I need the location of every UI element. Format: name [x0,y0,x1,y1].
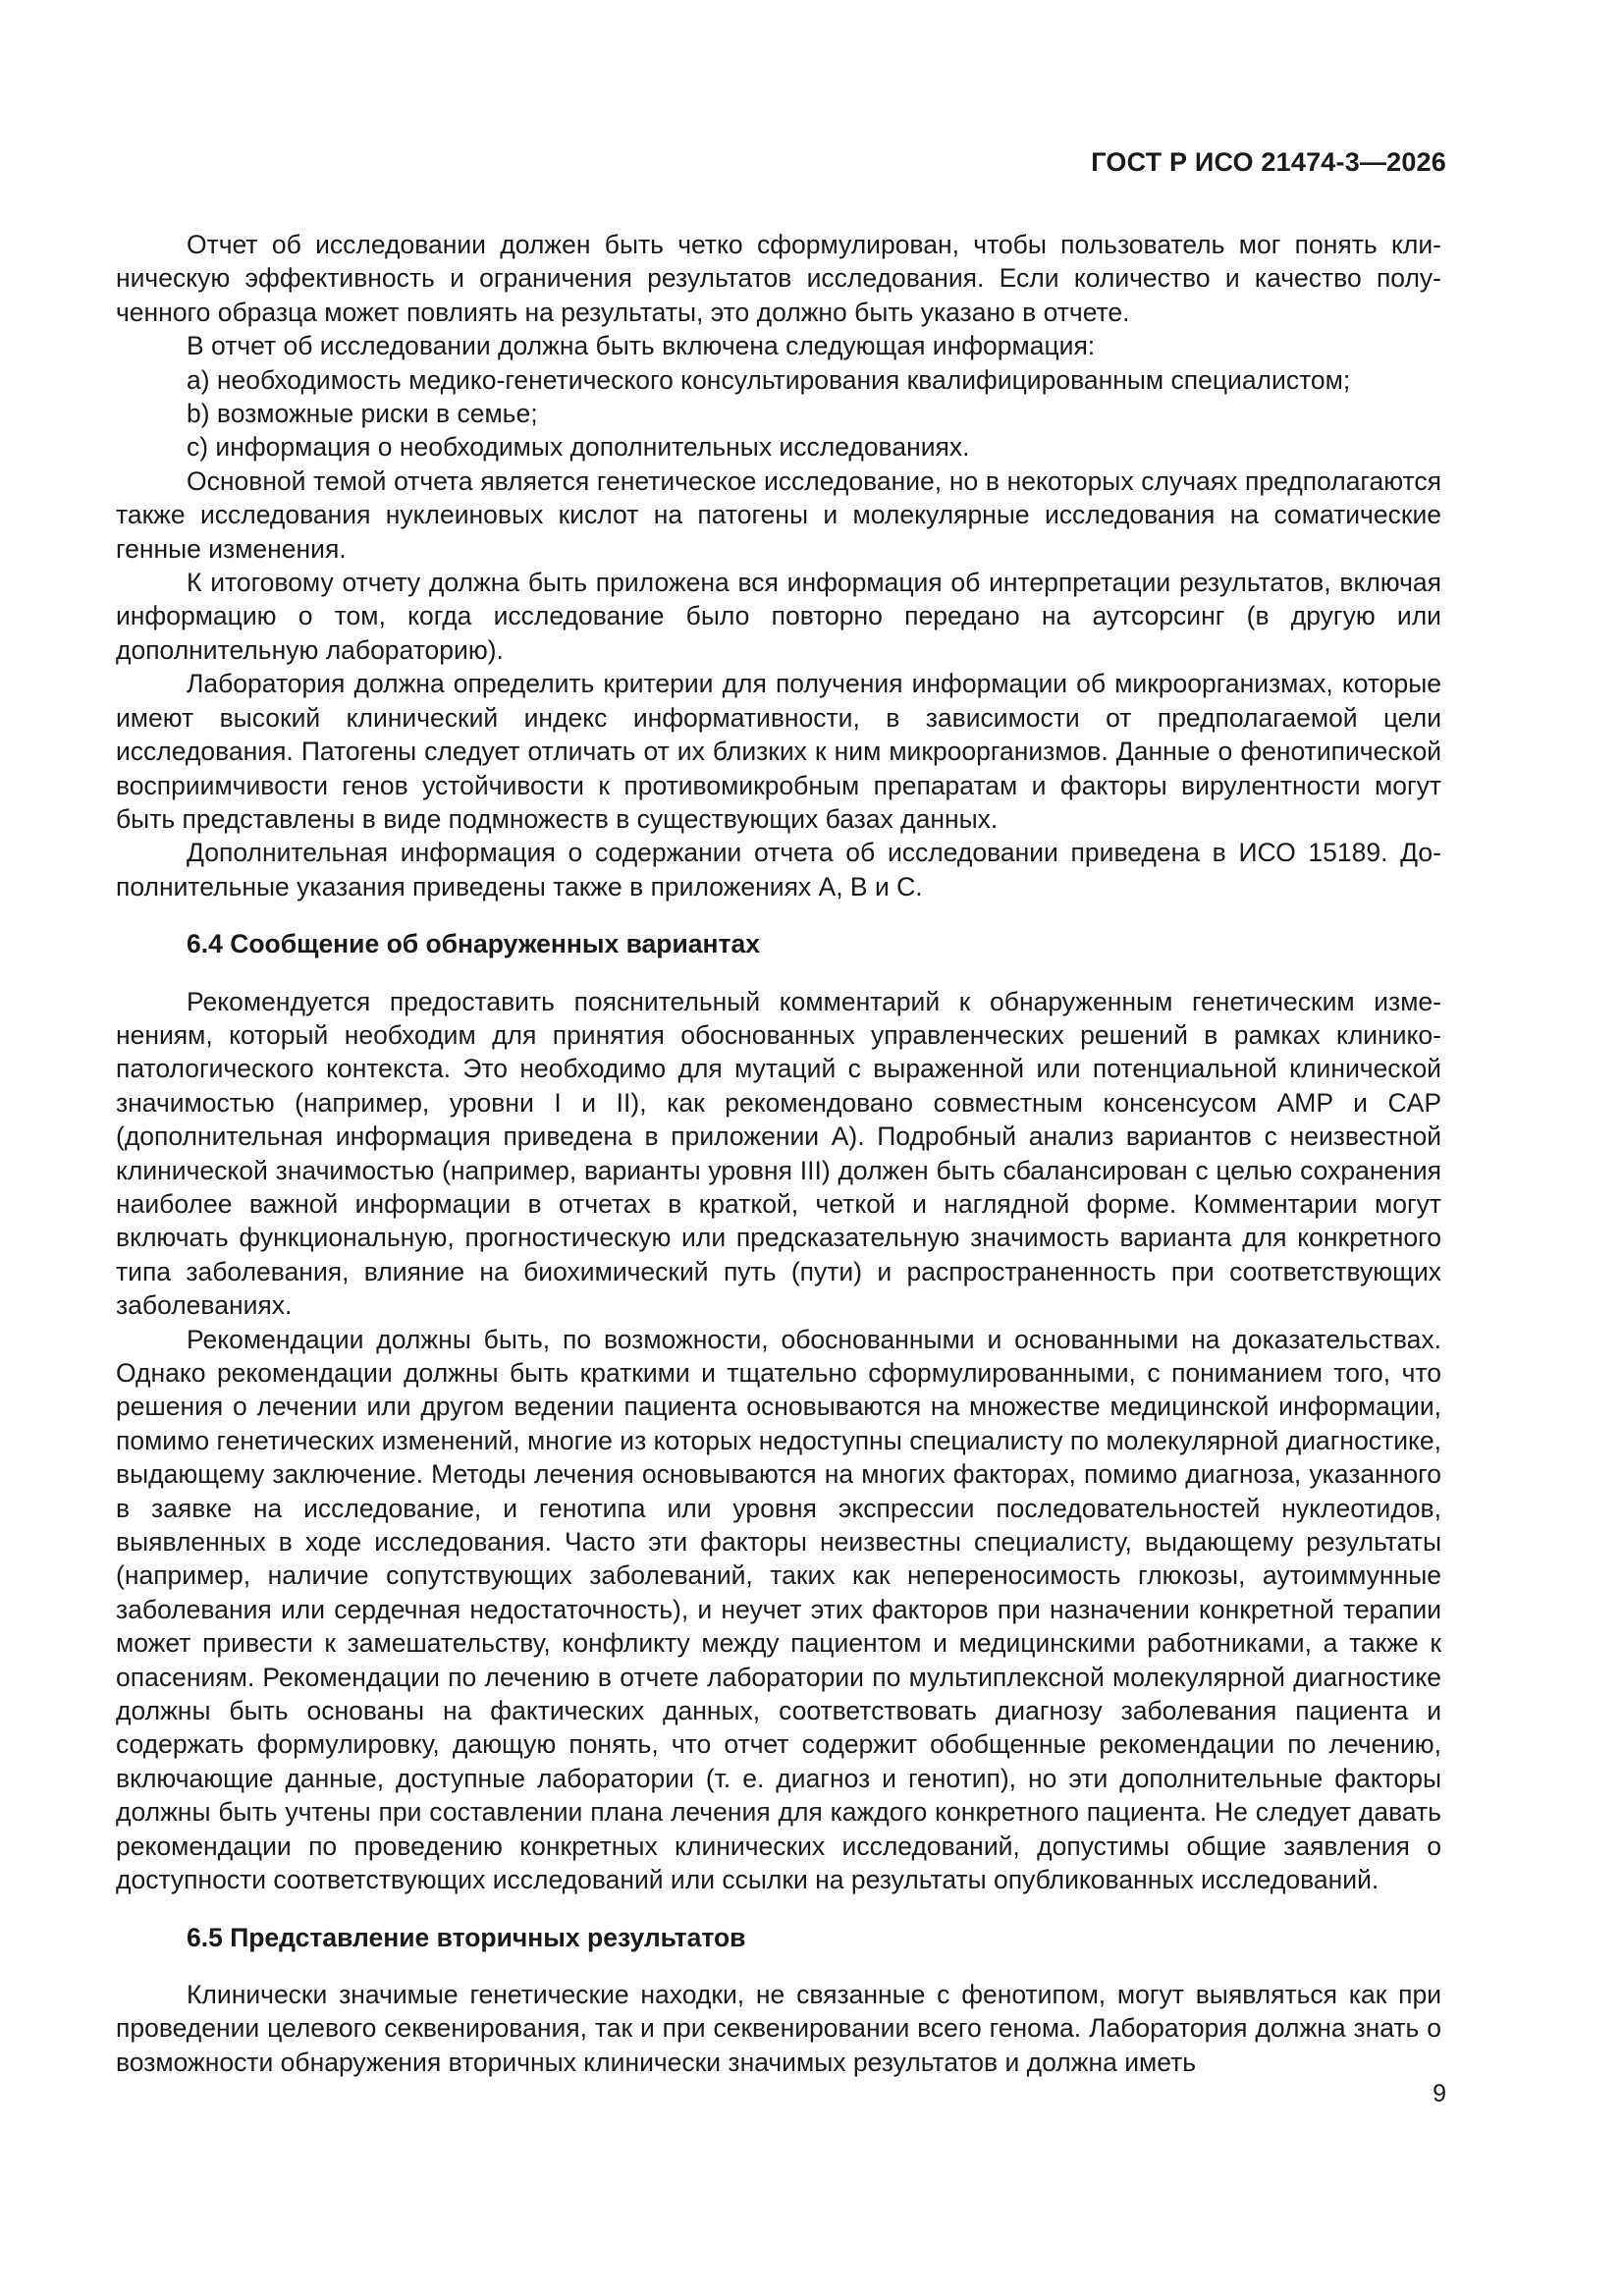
paragraph: Рекомендуется предоставить пояснительный комментарий к обнаруженным генетическим изменениям, который необходим для принятия обоснованных управленческих решений в рамках клинико-патологического контекста. Это необходимо для мутаций с выраженной или потенциальной клинической значимостью (например, уровни I и II), как рекомендовано совместным консенсусом AMP и CAP (дополнительная информация приведена в приложении A). Подробный анализ вариантов с неизвестной клинической значимостью (например, варианты уровня III) должен быть сбалансирован с целью сохранения наиболее важной информации в отчетах в краткой, четкой и наглядной форме. Комментарии могут включать функциональную, прогностическую или предсказательную значимость варианта для конкретного типа заболевания, влияние на биохимический путь (пути) и распространенность при соответствующих заболеваниях. [116,986,1441,1321]
paragraph: Основной темой отчета является генетическое исследование, но в некоторых случаях предполагаются также исследования нуклеиновых кислот на патогены и молекулярные исследования на соматические генные изменения. [116,465,1441,564]
paragraph: К итоговому отчету должна быть приложена вся информация об интерпретации результатов, включая информацию о том, когда исследование было повторно передано на аутсорсинг (в другую или дополнительную лабораторию). [116,568,1441,665]
list-item: b) возможные риски в семье; [187,399,538,429]
section-heading-6-4: 6.4 Сообщение об обнаруженных вариантах [187,929,760,959]
paragraph: Отчет об исследовании должен быть четко сформулирован, чтобы пользователь мог понять клиническую эффективность и ограничения результатов исследования. Если количество и качество полученного образца может повлиять на результаты, это должно быть указано в отчете. [116,230,1441,327]
paragraph: Клинически значимые генетические находки, не связанные с фенотипом, могут выявляться как при проведении целевого секвенирования, так и при секвенировании всего генома. Лаборатория должна знать о возможности обнаружения вторичных клинически значимых результатов и должна иметь [116,1979,1441,2077]
page-number: 9 [1433,2080,1446,2107]
paragraph: Дополнительная информация о содержании отчета об исследовании приведена в ИСО 15189. Дополнительные указания приведены также в приложениях A, B и C. [116,838,1441,902]
list-item: a) необходимость медико-генетического консультирования квалифицированным специалистом; [187,364,1351,395]
paragraph: В отчет об исследовании должна быть включена следующая информация: [187,331,1096,361]
paragraph: Рекомендации должны быть, по возможности, обоснованными и основанными на доказательствах. Однако рекомендации должны быть краткими и тщательно сформулированными, с пониманием того, что решения о лечении или другом ведении пациента основываются на множестве медицинской информации, помимо генетических изменений, многие из которых недоступны специалисту по молекулярной диагностике, выдающему заключение. Методы лечения основываются на многих факторах, помимо диагноза, указанного в заявке на исследование, и генотипа или уровня экспрессии последовательностей нуклеотидов, выявленных в ходе исследования. Часто эти факторы неизвестны специалисту, выдающему результаты (например, наличие сопутствующих заболеваний, таких как непереносимость глюкозы, аутоиммунные заболевания или сердечная недостаточность), и неучет этих факторов при назначении конкретной терапии может привести к замешательству, конфликту между пациентом и медицинскими работниками, а также к опасениям. Рекомендации по лечению в отчете лаборатории по мультиплексной молекулярной диагностике должны быть основаны на фактических данных, соответствовать диагнозу заболевания пациента и содержать формулировку, дающую понять, что отчет содержит обобщенные рекомендации по лечению, включающие данные, доступные лаборатории (т. е. диагноз и генотип), но эти дополнительные факторы должны быть учтены при составлении плана лечения для каждого конкретного пациента. Не следует давать рекомендации по проведению конкретных клинических исследований, допустимы общие заявления о доступности соответствующих исследований или ссылки на результаты опубликованных исследований. [116,1324,1441,1895]
section-heading-6-5: 6.5 Представление вторичных результатов [187,1922,746,1952]
page-content [116,228,1441,2079]
paragraph: Лаборатория должна определить критерии для получения информации об микроорганизмах, которые имеют высокий клинический индекс информативности, в зависимости от предполагаемой цели исследования. Патогены следует отличать от их близких к ним микроорганизмов. Данные о фенотипической восприимчивости генов устойчивости к противомикробным препаратам и факторы вирулентности могут быть представлены в виде подмножеств в существующих базах данных. [116,669,1441,834]
list-item: c) информация о необходимых дополнительных исследованиях. [187,432,970,463]
document-header: ГОСТ Р ИСО 21474-3—2026 [1091,147,1446,177]
